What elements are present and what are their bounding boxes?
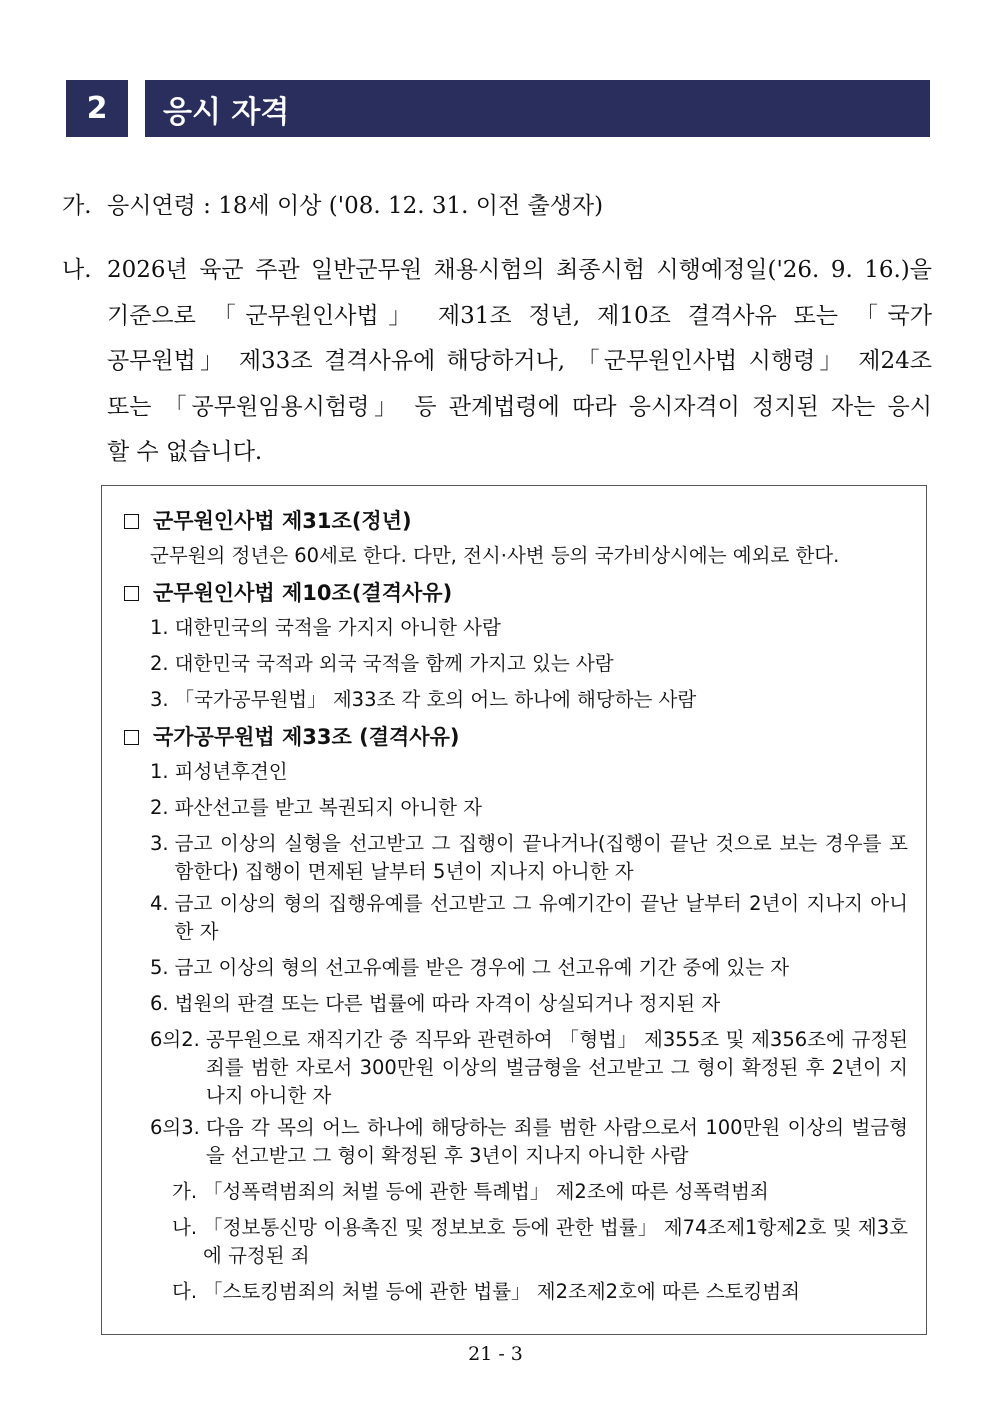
list-item-text: 금고 이상의 형의 선고유예를 받은 경우에 그 선고유예 기간 중에 있는 자: [174, 956, 790, 979]
list-item: [120, 950, 908, 986]
list-item-number: 5.: [150, 956, 169, 979]
list-item-text: 대한민국 국적과 외국 국적을 함께 가지고 있는 사람: [174, 652, 614, 675]
law-reference-box: [101, 485, 927, 1335]
paragraph-marker: 나.: [62, 257, 92, 283]
checkbox-square-icon: [124, 514, 139, 529]
list-item: [120, 646, 908, 682]
list-item-number: 6.: [150, 992, 169, 1015]
list-item-number: 4.: [150, 892, 169, 915]
list-item-text: 대한민국의 국적을 가지지 아니한 사람: [174, 616, 501, 639]
sub-list-item-text: 「정보통신망 이용촉진 및 정보보호 등에 관한 법률」 제74조제1항제2호 및 제3호에 규정된 죄: [203, 1216, 908, 1267]
section-heading-text: 국가공무원법 제33조 (결격사유): [153, 725, 460, 749]
sub-list-item: [120, 1214, 908, 1270]
list-item-text: 공무원으로 재직기간 중 직무와 관련하여 「형법」 제355조 및 제356조에 규정된 죄를 범한 자로서 300만원 이상의 벌금형을 선고받고 그 형이 확정된 후 2년이 지나지 아니한 자: [205, 1028, 908, 1107]
list-item-text: 다음 각 목의 어느 하나에 해당하는 죄를 범한 사람으로서 100만원 이상의 벌금형을 선고받고 그 형이 확정된 후 3년이 지나지 아니한 사람: [205, 1116, 908, 1167]
paragraph-marker: 가.: [62, 193, 92, 219]
page-number: 21 - 3: [468, 1343, 523, 1365]
list-item: [120, 1114, 908, 1170]
sub-list-item-text: 「성폭력범죄의 처벌 등에 관한 특례법」 제2조에 따른 성폭력범죄: [203, 1180, 769, 1203]
list-item: [120, 754, 908, 790]
list-item: [120, 830, 908, 886]
checkbox-square-icon: [124, 730, 139, 745]
paragraph-line: 기준으로 「군무원인사법」 제31조 정년, 제10조 결격사유 또는 「국가: [107, 302, 932, 329]
list-item-text: 「국가공무원법」 제33조 각 호의 어느 하나에 해당하는 사람: [174, 688, 697, 711]
sub-list-item-number: 나.: [172, 1216, 198, 1239]
list-item-number: 2.: [150, 796, 169, 819]
section-heading-text: 군무원인사법 제10조(결격사유): [153, 581, 453, 605]
list-item: [120, 1026, 908, 1110]
list-item: [120, 790, 908, 826]
paragraph-text: 응시연령 : 18세 이상 ('08. 12. 31. 이전 출생자): [107, 193, 604, 219]
sub-list-item: [120, 1274, 908, 1310]
list-item: [120, 890, 908, 946]
paragraph-line: 공무원법」 제33조 결격사유에 해당하거나, 「군무원인사법 시행령」 제24조: [107, 348, 932, 374]
list-item-number: 3.: [150, 688, 169, 711]
list-item-number: 6의2.: [150, 1028, 200, 1051]
section-title: 응시 자격: [145, 80, 930, 137]
sub-list-item: [120, 1174, 908, 1210]
paragraph-disqualification: [62, 248, 932, 476]
list-item-text: 법원의 판결 또는 다른 법률에 따라 자격이 상실되거나 정지된 자: [174, 992, 721, 1015]
list-item-number: 2.: [150, 652, 169, 675]
checkbox-square-icon: [124, 586, 139, 601]
retirement-text: 군무원의 정년은 60세로 한다. 다만, 전시·사변 등의 국가비상시에는 예외로 한다.: [150, 544, 840, 567]
section-heading-civil-military: [120, 576, 908, 610]
list-item-number: 1.: [150, 760, 169, 783]
list-item-text: 금고 이상의 실형을 선고받고 그 집행이 끝나거나(집행이 끝난 것으로 보는 경우를 포함한다) 집행이 면제된 날부터 5년이 지나지 아니한 자: [174, 832, 908, 883]
paragraph-line: 또는 「공무원임용시험령」 등 관계법령에 따라 응시자격이 정지된 자는 응시: [107, 393, 932, 420]
section-number: 2: [66, 80, 128, 137]
section-heading-text: 군무원인사법 제31조(정년): [153, 509, 412, 533]
sub-list-item-text: 「스토킹범죄의 처벌 등에 관한 법률」 제2조제2호에 따른 스토킹범죄: [203, 1280, 801, 1303]
paragraph-line: 2026년 육군 주관 일반군무원 채용시험의 최종시험 시행예정일('26. 9. 16.)을: [107, 257, 932, 283]
sub-list-item-number: 가.: [172, 1180, 198, 1203]
paragraph-age: [62, 184, 932, 230]
paragraph-line: 할 수 없습니다.: [107, 439, 263, 465]
list-item: [120, 610, 908, 646]
list-item-number: 1.: [150, 616, 169, 639]
list-item: [120, 682, 908, 718]
list-item-text: 피성년후견인: [174, 760, 288, 783]
section-heading-national-public: [120, 720, 908, 754]
section-heading-retirement: [120, 504, 908, 538]
list-item: [120, 986, 908, 1022]
list-item-text: 금고 이상의 형의 집행유예를 선고받고 그 유예기간이 끝난 날부터 2년이 지나지 아니한 자: [174, 892, 908, 943]
sub-list-item-number: 다.: [172, 1280, 198, 1303]
list-item-number: 6의3.: [150, 1116, 200, 1139]
list-item-text: 파산선고를 받고 복권되지 아니한 자: [174, 796, 482, 819]
list-item-number: 3.: [150, 832, 169, 855]
